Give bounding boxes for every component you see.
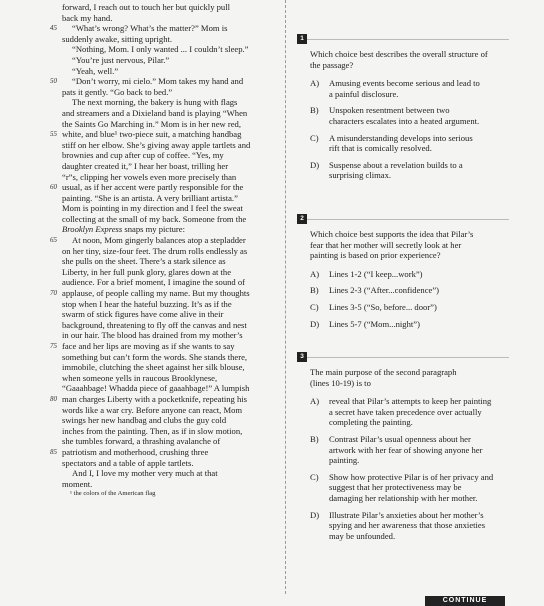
answer-text-line: painting. <box>329 455 360 466</box>
answer-text <box>329 285 509 296</box>
passage-line <box>62 140 274 151</box>
answer-option-c[interactable] <box>310 302 510 313</box>
answer-letter: B) <box>310 434 319 444</box>
passage-line <box>62 436 274 447</box>
passage-line <box>62 479 274 490</box>
answer-text-line: a secret have taken precedence over actually <box>329 406 482 417</box>
passage-line <box>62 458 274 469</box>
answer-text <box>329 78 509 99</box>
answer-text-line: completing the painting. <box>329 417 413 428</box>
footnote: ¹ the colors of the American flag <box>70 490 156 498</box>
answer-text-line: Unspoken resentment between two <box>329 105 450 116</box>
passage-line <box>62 256 274 267</box>
passage-line <box>62 44 274 55</box>
answer-text <box>329 302 509 313</box>
passage-line-text: Brooklyn Express snaps my picture: <box>62 224 185 235</box>
passage-line <box>50 288 274 299</box>
answer-text-line: damaging her relationship with her mother. <box>329 492 478 503</box>
passage-line-text: something but can’t form the words. She stands there, <box>62 351 248 362</box>
passage-line <box>62 383 274 394</box>
answer-letter: A) <box>310 78 320 89</box>
question-stem-line: (lines 10-19) is to <box>310 377 371 388</box>
passage-line <box>62 415 274 426</box>
passage-line-text: stiff on her elbow. She’s giving away apple tartlets and <box>62 139 251 150</box>
passage-line <box>62 468 274 479</box>
question-stem-line: The main purpose of the second paragraph <box>310 367 457 377</box>
passage-line-text: patriotism and motherhood, crushing three <box>62 446 209 457</box>
passage-line-text: pats it gently. “Go back to bed.” <box>62 86 173 97</box>
passage-line-text: “Gaaahbage! Whadda piece of gaaahbage!” A lumpish <box>62 383 250 394</box>
answer-text-line: suggest that her protectiveness may be <box>329 482 462 493</box>
passage-line-text: words like a war cry. Before anyone can react, Mom <box>62 404 243 415</box>
line-number: 80 <box>50 394 57 403</box>
passage-line <box>62 66 274 77</box>
passage-line-text: “r”s, clipping her vowels even more precisely than <box>62 171 237 182</box>
answer-option-a[interactable] <box>310 396 510 428</box>
passage-line <box>62 267 274 278</box>
passage-line <box>62 224 274 235</box>
passage-line-text: and streamers and a Dixieland band is playing “When <box>62 107 248 118</box>
answer-option-d[interactable] <box>310 510 510 542</box>
question-rule <box>297 219 509 220</box>
answer-text-line: rift that is comically resolved. <box>329 143 432 154</box>
line-number: 45 <box>50 24 57 33</box>
answer-text <box>329 510 509 542</box>
passage-line <box>62 87 274 98</box>
passage-line-text: spectators and a table of apple tartlets. <box>62 457 194 468</box>
passage-line <box>62 193 274 204</box>
line-number: 60 <box>50 183 57 192</box>
question-stem <box>310 367 510 388</box>
question-stem <box>310 49 510 70</box>
passage-line-text: in our hair. The blood has drained from my mother’s <box>62 330 243 341</box>
passage-line-text: audience. For a brief moment, I imagine the sound of <box>62 277 246 288</box>
answer-text-line: Contrast Pilar’s usual openness about her <box>329 434 471 444</box>
newspaper-name: Brooklyn Express <box>62 224 123 235</box>
passage-line-text: the Saints Go Marching in.” Mom is in her new red, <box>62 118 242 129</box>
question-stem-line: the passage? <box>310 59 354 70</box>
line-number: 70 <box>50 289 57 298</box>
passage-line-text: face and her lips are moving as if she wants to say <box>62 341 235 351</box>
answer-text-line: A misunderstanding develops into serious <box>329 132 473 143</box>
passage-line-text: suddenly awake, sitting upright. <box>62 33 173 44</box>
continue-banner: CONTINUE <box>425 596 505 606</box>
passage-line-text: And I, I love my mother very much at that <box>72 468 218 479</box>
passage-line-text: “What’s wrong? What’s the matter?” Mom is <box>72 23 228 34</box>
question-number-badge: 3 <box>297 352 307 362</box>
question-stem-line: painting is based on prior experience? <box>310 250 441 261</box>
question-stem-line: Which choice best describes the overall structure of <box>310 49 488 59</box>
question-stem <box>310 229 510 261</box>
passage-line <box>62 172 274 183</box>
answer-letter: C) <box>310 302 319 312</box>
answer-text-line: Lines 3-5 (“So, before... door”) <box>329 302 437 312</box>
answer-letter: C) <box>310 132 319 143</box>
answer-option-a[interactable] <box>310 269 510 280</box>
question-number-badge: 1 <box>297 34 307 44</box>
passage-line <box>62 330 274 341</box>
line-number: 50 <box>50 77 57 86</box>
answer-text-line: spying and her awareness that those anxieties <box>329 520 486 531</box>
answer-text-line: may be unfounded. <box>329 530 396 541</box>
answer-text-line: characters escalates into a heated argument. <box>329 115 480 126</box>
passage-line <box>62 405 274 416</box>
passage-line <box>62 108 274 119</box>
passage-line <box>62 214 274 225</box>
line-number: 85 <box>50 447 57 456</box>
passage-line-text: when someone yells in raucous Brooklynese, <box>62 372 218 383</box>
passage-line <box>50 23 274 34</box>
passage-line-text: back my hand. <box>62 12 113 23</box>
passage-line-text: applause, of people calling my name. But my thoughts <box>62 288 250 299</box>
passage-line <box>62 34 274 45</box>
answer-text <box>329 434 509 466</box>
passage-line-text: moment. <box>62 478 93 489</box>
question-rule <box>297 357 509 358</box>
passage-line <box>62 309 274 320</box>
passage-line-text: “Yeah, well.” <box>72 65 119 76</box>
answer-letter: C) <box>310 471 319 482</box>
passage-line <box>62 119 274 130</box>
passage-line-text: immobile, clutching the sheet against her silk blouse, <box>62 362 245 373</box>
passage-line <box>62 2 274 13</box>
answer-text-line: reveal that Pilar’s attempts to keep her painting <box>329 396 492 407</box>
answer-option-a[interactable] <box>310 78 510 99</box>
answer-text <box>329 105 509 126</box>
answer-text <box>329 472 509 504</box>
line-number: 65 <box>50 236 57 245</box>
question-rule <box>297 39 509 40</box>
passage-line <box>62 320 274 331</box>
passage-line <box>50 129 274 140</box>
passage-line <box>62 161 274 172</box>
answer-text-line: Suspense about a revelation builds to a <box>329 159 463 170</box>
line-number: 75 <box>50 342 57 350</box>
passage-line-text: At noon, Mom gingerly balances atop a stepladder <box>72 235 246 246</box>
passage-line-text: Mom is pointing in my direction and I feel the sweat <box>62 203 243 214</box>
passage-line <box>50 446 274 458</box>
answer-option-d[interactable] <box>310 319 510 330</box>
answer-text-line: a painful disclosure. <box>329 88 399 99</box>
answer-letter: D) <box>310 159 320 170</box>
passage-line <box>62 97 274 108</box>
answer-text <box>329 269 509 280</box>
passage-line <box>62 362 274 373</box>
answer-letter: B) <box>310 105 319 116</box>
answer-letter: D) <box>310 509 320 520</box>
reading-passage <box>50 2 274 500</box>
answer-option-c[interactable] <box>310 472 510 504</box>
passage-line-text: background, threatening to fly off the canvas and nest <box>62 319 247 330</box>
line-number: 55 <box>50 130 57 139</box>
passage-line <box>62 426 274 437</box>
passage-line <box>62 203 274 214</box>
passage-line-text: she tumbles forward, a thrashing avalanche of <box>62 436 221 447</box>
answer-text-line: surprising climax. <box>329 170 392 181</box>
passage-line-text: daughter created it,” I hear her boast, trilling her <box>62 160 229 171</box>
answer-text-line: Lines 1-2 (“I keep...work”) <box>329 268 423 279</box>
answer-option-c[interactable] <box>310 133 510 154</box>
answer-text-line: Illustrate Pilar’s anxieties about her mother’s <box>329 509 484 520</box>
answer-text-line: Lines 5-7 (“Mom...night”) <box>329 318 420 329</box>
passage-line <box>50 76 274 87</box>
passage-line-text: man charges Liberty with a pocketknife, repeating his <box>62 393 248 404</box>
answer-text <box>329 160 509 181</box>
passage-line <box>62 13 274 24</box>
answer-text-line: Lines 2-3 (“After...confidence”) <box>329 285 439 296</box>
column-divider <box>285 0 286 594</box>
passage-line-text: collecting at the small of my back. Someone from the <box>62 213 247 224</box>
passage-line <box>50 341 274 352</box>
passage-line <box>50 182 274 193</box>
passage-line-text: inches from the painting. Then, as if in slow motion, <box>62 425 243 436</box>
passage-line <box>62 299 274 310</box>
passage-line-text: white, and blue¹ two-piece suit, a matching handbag <box>62 129 242 140</box>
question-number-badge: 2 <box>297 214 307 224</box>
passage-line <box>62 352 274 363</box>
passage-line <box>62 55 274 66</box>
question-stem-line: Which choice best supports the idea that Pilar’s <box>310 229 474 239</box>
passage-line-text: brownies and cup after cup of coffee. “Yes, my <box>62 150 224 161</box>
passage-line-text: stop when I hear the hateful buzzing. It’s as if the <box>62 298 232 309</box>
answer-text <box>329 319 509 330</box>
answer-option-b[interactable] <box>310 105 510 126</box>
answer-text <box>329 396 509 428</box>
question-stem-line: fear that her mother will secretly look at her <box>310 239 462 250</box>
passage-line-text: “Nothing, Mom. I only wanted ... I couldn’t sleep.” <box>72 44 249 55</box>
passage-line <box>62 150 274 161</box>
passage-line <box>62 277 274 288</box>
passage-line-text: painting. “She is an artista. A very brilliant artista.” <box>62 192 238 203</box>
answer-letter: A) <box>310 268 320 279</box>
passage-line-text: usual, as if her accent were partly responsible for the <box>62 182 244 193</box>
passage-line <box>62 246 274 257</box>
passage-line <box>50 393 274 405</box>
passage-line-text: forward, I reach out to touch her but quickly pull <box>62 2 231 12</box>
answer-letter: A) <box>310 396 320 407</box>
passage-line <box>62 373 274 384</box>
answer-text-line: Show how protective Pilar is of her privacy and <box>329 471 494 482</box>
answer-option-d[interactable] <box>310 160 510 181</box>
answer-letter: D) <box>310 318 320 329</box>
passage-line-text: Liberty, in her full punk glory, glares down at the <box>62 266 232 277</box>
passage-line-text: “You’re just nervous, Pilar.” <box>72 54 170 65</box>
answer-letter: B) <box>310 285 319 296</box>
passage-line-text: swarm of stick figures have come alive in their <box>62 309 224 320</box>
answer-text <box>329 133 509 154</box>
passage-line-text: on her tiny, size-four feet. The drum rolls endlessly as <box>62 245 248 256</box>
answer-text-line: Amusing events become serious and lead to <box>329 78 480 89</box>
passage-line-text: The next morning, the bakery is hung with flags <box>72 97 238 108</box>
answer-option-b[interactable] <box>310 285 510 296</box>
passage-line <box>50 235 274 246</box>
passage-line-text: swings her new handbag and clubs the guy cold <box>62 415 227 426</box>
passage-line-text: she pulls on the sheet. There’s a stark silence as <box>62 256 226 267</box>
answer-option-b[interactable] <box>310 434 510 466</box>
passage-line-text: “Don’t worry, mi cielo.” Mom takes my hand and <box>72 76 244 87</box>
answer-text-line: artwork with her fear of showing anyone her <box>329 444 483 455</box>
